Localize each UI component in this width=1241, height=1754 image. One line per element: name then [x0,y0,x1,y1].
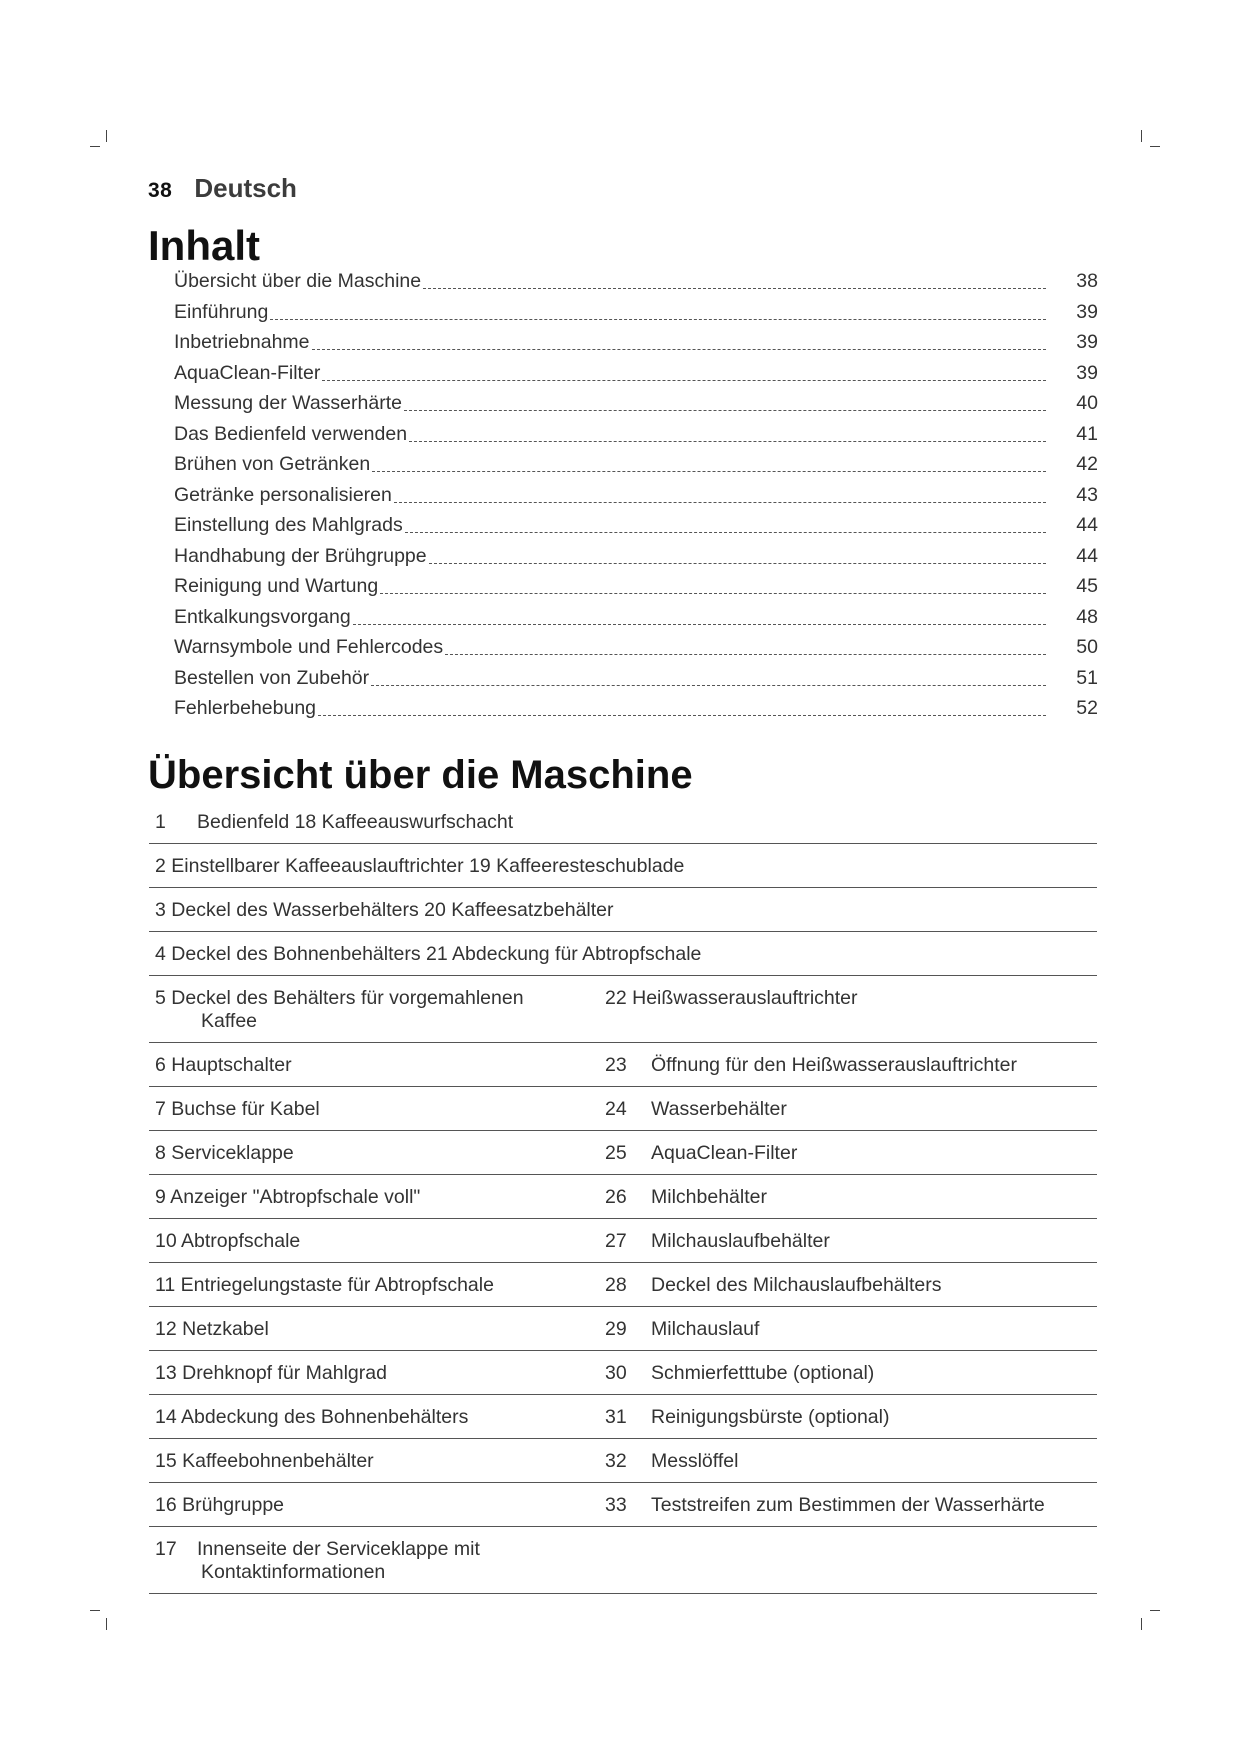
part-label: 15 Kaffeebohnenbehälter [155,1450,374,1472]
part-label: Wasserbehälter [651,1098,787,1120]
part-number: 25 [605,1142,627,1164]
toc-entry[interactable]: Einstellung des Mahlgrads 44 [174,514,1098,536]
table-row [149,1087,1097,1131]
part-label: 12 Netzkabel [155,1318,269,1340]
part-label: AquaClean-Filter [651,1142,798,1164]
toc-entry[interactable]: Einführung 39 [174,300,1098,323]
toc-entry[interactable]: Reinigung und Wartung 45 [174,575,1098,597]
part-label: Milchauslaufbehälter [651,1230,830,1252]
part-label: Öffnung für den Heißwasserauslauftrichter [651,1054,1017,1076]
part-label: 7 Buchse für Kabel [155,1098,320,1120]
page-number: 38 [148,179,173,202]
table-row [149,1307,1097,1351]
part-label: 13 Drehknopf für Mahlgrad [155,1362,387,1384]
part-number: 33 [605,1494,627,1516]
table-row [149,1175,1097,1219]
crop-mark [1141,1618,1142,1630]
part-label: 6 Hauptschalter [155,1054,292,1076]
table-of-contents [174,270,1098,728]
part-number: 30 [605,1362,627,1384]
part-label: Milchbehälter [651,1186,767,1208]
language-label: Deutsch [194,173,297,203]
toc-entry[interactable]: Messung der Wasserhärte 40 [174,392,1098,414]
table-row [149,1351,1097,1395]
part-number: 24 [605,1098,627,1120]
part-label: 10 Abtropfschale [155,1230,301,1252]
crop-mark [1150,146,1160,147]
toc-entry[interactable]: Brühen von Getränken 42 [174,453,1098,475]
part-label: 8 Serviceklappe [155,1142,294,1164]
toc-entry[interactable]: Getränke personalisieren 43 [174,483,1098,506]
part-label: Reinigungsbürste (optional) [651,1406,890,1428]
table-row [149,1263,1097,1307]
crop-mark [106,130,107,142]
table-row [149,1439,1097,1483]
part-label-continued: Kontaktinformationen [201,1561,386,1583]
part-number: 17 [155,1538,177,1560]
toc-entry[interactable]: Fehlerbehebung 52 [174,697,1098,719]
toc-entry[interactable]: AquaClean-Filter 39 [174,361,1098,384]
part-label: Deckel des Milchauslaufbehälters [651,1274,942,1296]
table-row [149,1395,1097,1439]
part-label: 14 Abdeckung des Bohnenbehälters [155,1406,469,1428]
crop-mark [90,146,100,147]
table-row [149,932,1097,976]
part-label: 16 Brühgruppe [155,1494,285,1516]
table-row [149,1043,1097,1087]
toc-entry[interactable]: Das Bedienfeld verwenden 41 [174,422,1098,445]
part-label: 3 Deckel des Wasserbehälters 20 Kaffeesatzbehälter [155,899,614,921]
part-label: Messlöffel [651,1450,739,1472]
toc-entry[interactable]: Entkalkungsvorgang 48 [174,605,1098,628]
part-number: 26 [605,1186,627,1208]
page-header [148,173,297,204]
part-number: 32 [605,1450,627,1472]
table-row [149,1527,1097,1594]
toc-title: Inhalt [148,222,260,269]
part-label: 5 Deckel des Behälters für vorgemahlenen [155,987,524,1009]
part-label: Schmierfetttube (optional) [651,1362,875,1384]
part-label-continued: Kaffee [201,1010,258,1032]
part-label: 22 Heißwasserauslauftrichter [605,987,858,1009]
part-number: 31 [605,1406,627,1428]
overview-title: Übersicht über die Maschine [148,753,693,797]
table-row [149,800,1097,844]
table-row [149,1219,1097,1263]
crop-mark [1150,1610,1160,1611]
toc-entry[interactable]: Warnsymbole und Fehlercodes 50 [174,636,1098,658]
part-label: 4 Deckel des Bohnenbehälters 21 Abdeckung für Abtropfschale [155,943,702,965]
part-number: 27 [605,1230,627,1252]
toc-entry[interactable]: Bestellen von Zubehör 51 [174,666,1098,689]
toc-entry[interactable]: Handhabung der Brühgruppe 44 [174,544,1098,567]
toc-entry[interactable]: Inbetriebnahme 39 [174,331,1098,353]
part-number: 29 [605,1318,627,1340]
part-label: Bedienfeld 18 Kaffeeauswurfschacht [197,811,514,833]
table-row [149,888,1097,932]
table-row [149,1131,1097,1175]
table-row [149,844,1097,888]
part-number: 28 [605,1274,627,1296]
crop-mark [90,1610,100,1611]
part-number: 23 [605,1054,627,1076]
part-label: 9 Anzeiger "Abtropfschale voll" [155,1186,421,1208]
part-label: Innenseite der Serviceklappe mit [197,1538,480,1560]
part-label: Teststreifen zum Bestimmen der Wasserhärte [651,1494,1045,1516]
part-label: 2 Einstellbarer Kaffeeauslauftrichter 19 Kaffeeresteschublade [155,855,685,877]
part-label: Milchauslauf [651,1318,760,1340]
toc-entry[interactable]: Übersicht über die Maschine 38 [174,270,1098,292]
table-row [149,976,1097,1043]
part-number: 1 [155,811,166,833]
table-row [149,1483,1097,1527]
parts-table [149,800,1097,1594]
crop-mark [1141,130,1142,142]
part-label: 11 Entriegelungstaste für Abtropfschale [155,1274,494,1296]
crop-mark [106,1618,107,1630]
